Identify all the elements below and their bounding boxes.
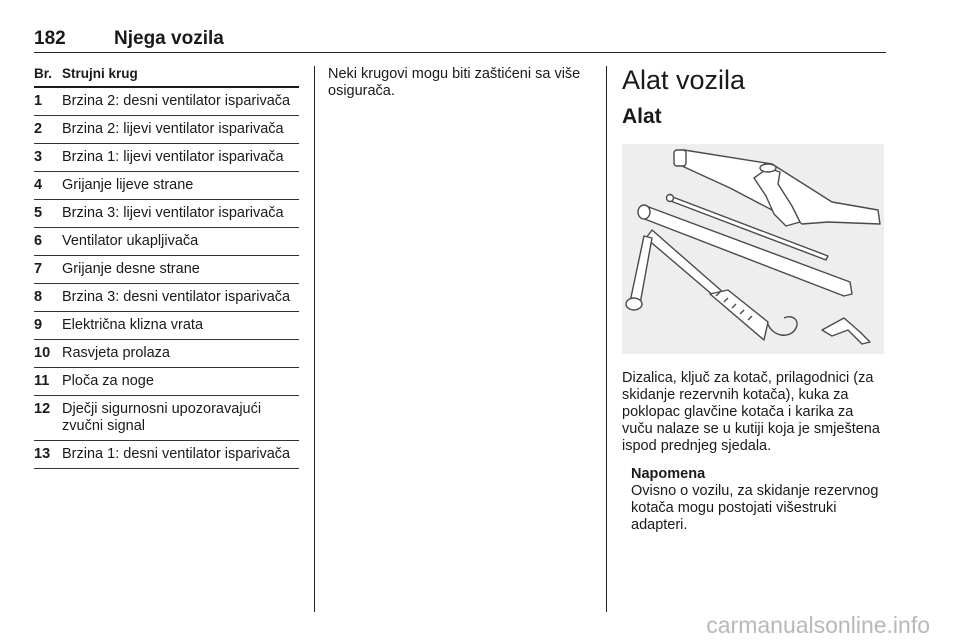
row-number: 10	[34, 345, 51, 361]
row-text: Brzina 1: lijevi ventilator isparivača	[62, 149, 284, 165]
section-title: Alat vozila	[622, 65, 746, 95]
table-row	[34, 228, 299, 256]
column-divider	[314, 66, 315, 612]
row-number: 12	[34, 401, 51, 417]
note-text: Ovisno o vozilu, za skidanje rezervnog kotača mogu postojati višestruki adapteri.	[631, 483, 879, 533]
middle-column-text: Neki krugovi mogu biti zaštićeni sa više osigurača.	[328, 66, 581, 99]
page-number: 182	[34, 28, 66, 49]
row-number: 9	[34, 317, 43, 333]
column-divider	[606, 66, 607, 612]
table-row	[34, 88, 299, 116]
row-text: Ventilator ukapljivača	[62, 233, 199, 249]
table-row	[34, 144, 299, 172]
table-row	[34, 172, 299, 200]
note-box	[631, 466, 884, 534]
row-number: 4	[34, 177, 43, 193]
table-row	[34, 396, 299, 441]
page-header	[34, 28, 886, 53]
row-text: Dječji sigurnosni upozoravajući zvučni signal	[62, 401, 262, 434]
row-number: 7	[34, 261, 43, 277]
row-text: Brzina 1: desni ventilator isparivača	[62, 446, 291, 462]
table-row	[34, 284, 299, 312]
table-row	[34, 116, 299, 144]
row-text: Ploča za noge	[62, 373, 154, 389]
row-number: 5	[34, 205, 43, 221]
table-row	[34, 256, 299, 284]
row-number: 2	[34, 121, 43, 137]
row-number: 6	[34, 233, 43, 249]
tools-illustration	[622, 144, 884, 354]
row-text: Rasvjeta prolaza	[62, 345, 170, 361]
row-text: Brzina 2: lijevi ventilator isparivača	[62, 121, 284, 137]
table-row	[34, 200, 299, 228]
vehicle-tools-section	[622, 64, 884, 534]
chapter-title: Njega vozila	[114, 28, 224, 49]
fuse-table	[34, 66, 299, 469]
table-row	[34, 312, 299, 340]
row-number: 1	[34, 93, 43, 109]
row-number: 11	[34, 373, 50, 389]
header-circuit: Strujni krug	[62, 66, 138, 81]
row-number: 8	[34, 289, 43, 305]
row-text: Grijanje lijeve strane	[62, 177, 194, 193]
table-row	[34, 368, 299, 396]
table-row	[34, 441, 299, 469]
row-text: Brzina 3: desni ventilator isparivača	[62, 289, 291, 305]
row-text: Grijanje desne strane	[62, 261, 200, 277]
header-number: Br.	[34, 66, 53, 81]
row-number: 13	[34, 446, 51, 462]
row-text: Brzina 2: desni ventilator isparivača	[62, 93, 291, 109]
tools-description: Dizalica, ključ za kotač, prilagodnici (za skidanje rezervnih kotača), kuka za poklopac glavčine kotača i karika za vuču nalaze se u kutiji koja je smještena ispod prednjeg sjedala.	[622, 370, 880, 454]
table-header	[34, 66, 299, 88]
row-text: Električna klizna vrata	[62, 317, 204, 333]
table-row	[34, 340, 299, 368]
row-number: 3	[34, 149, 43, 165]
watermark: carmanualsonline.info	[706, 612, 930, 638]
note-title: Napomena	[631, 466, 706, 482]
row-text: Brzina 3: lijevi ventilator isparivača	[62, 205, 284, 221]
section-subtitle: Alat	[622, 105, 662, 128]
